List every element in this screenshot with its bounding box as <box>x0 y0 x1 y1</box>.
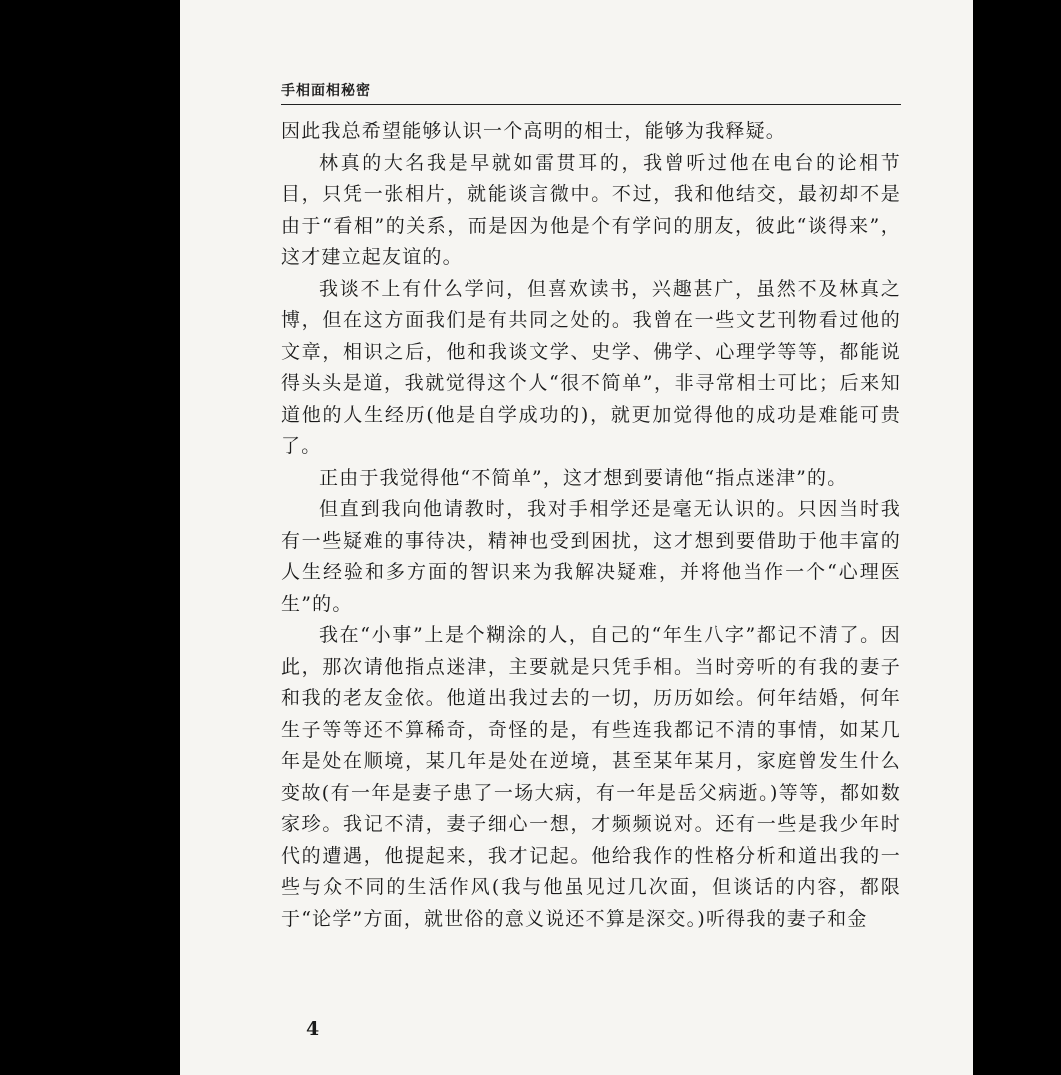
paragraph: 我谈不上有什么学问，但喜欢读书，兴趣甚广，虽然不及林真之博，但在这方面我们是有共同之处的。我曾在一些文艺刊物看过他的文章，相识之后，他和我谈文学、史学、佛学、心理学等等，都能说得头头是道，我就觉得这个人“很不简单”，非寻常相士可比；后来知道他的人生经历(他是自学成功的)，就更加觉得他的成功是难能可贵了。 <box>281 277 901 457</box>
body-text <box>281 116 901 935</box>
header-rule <box>281 104 901 105</box>
book-page <box>180 0 973 1075</box>
paragraph: 正由于我觉得他“不简单”，这才想到要请他“指点迷津”的。 <box>319 466 848 489</box>
paragraph: 林真的大名我是早就如雷贯耳的，我曾听过他在电台的论相节目，只凭一张相片，就能谈言微中。不过，我和他结交，最初却不是由于“看相”的关系，而是因为他是个有学问的朋友，彼此“谈得来”，这才建立起友谊的。 <box>281 151 901 268</box>
paragraph: 我在“小事”上是个糊涂的人，自己的“年生八字”都记不清了。因此，那次请他指点迷津，主要就是只凭手相。当时旁听的有我的妻子和我的老友金依。他道出我过去的一切，历历如绘。何年结婚，何年生子等等还不算稀奇，奇怪的是，有些连我都记不清的事情，如某几年是处在顺境，某几年是处在逆境，甚至某年某月，家庭曾发生什么变故(有一年是妻子患了一场大病，有一年是岳父病逝。)等等，都如数家珍。我记不清，妻子细心一想，才频频说对。还有一些是我少年时代的遭遇，他提起来，我才记起。他给我作的性格分析和道出我的一些与众不同的生活作风(我与他虽见过几次面，但谈话的内容，都限于“论学”方面，就世俗的意义说还不算是深交。)听得我的妻子和金 <box>281 624 901 930</box>
page-number: 4 <box>306 1018 320 1040</box>
running-header: 手相面相秘密 <box>281 83 371 99</box>
paragraph-continuation: 因此我总希望能够认识一个高明的相士，能够为我释疑。 <box>281 120 787 142</box>
paragraph: 但直到我向他请教时，我对手相学还是毫无认识的。只因当时我有一些疑难的事待决，精神也受到困扰，这才想到要借助于他丰富的人生经验和多方面的智识来为我解决疑难，并将他当作一个“心理医生”的。 <box>281 498 901 615</box>
